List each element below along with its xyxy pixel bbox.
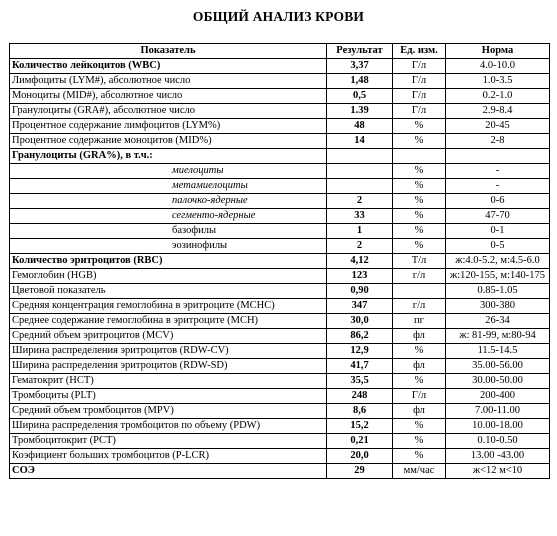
unit-cell: мм/час xyxy=(393,464,446,479)
table-row xyxy=(10,59,550,74)
result-cell xyxy=(327,164,393,179)
table-row xyxy=(10,419,550,434)
result-cell: 8,6 xyxy=(327,404,393,419)
result-cell: 33 xyxy=(327,209,393,224)
norm-cell: 20-45 xyxy=(446,119,550,134)
parameter-name-cell: эозинофилы xyxy=(10,239,327,254)
unit-cell: % xyxy=(393,239,446,254)
result-cell: 35,5 xyxy=(327,374,393,389)
unit-cell: % xyxy=(393,224,446,239)
norm-cell: 0-6 xyxy=(446,194,550,209)
table-row xyxy=(10,284,550,299)
table-row xyxy=(10,119,550,134)
table-row xyxy=(10,314,550,329)
unit-cell: % xyxy=(393,194,446,209)
table-row xyxy=(10,404,550,419)
document-title: ОБЩИЙ АНАЛИЗ КРОВИ xyxy=(192,9,365,24)
unit-cell: % xyxy=(393,434,446,449)
table-row xyxy=(10,194,550,209)
result-cell: 0,21 xyxy=(327,434,393,449)
unit-cell: Г/л xyxy=(393,59,446,74)
result-cell: 20,0 xyxy=(327,449,393,464)
result-cell xyxy=(327,179,393,194)
parameter-name-cell: Ширина распределения эритроцитов (RDW-CV) xyxy=(10,344,327,359)
parameter-name-cell: Количество лейкоцитов (WBC) xyxy=(10,59,327,74)
norm-cell: 47-70 xyxy=(446,209,550,224)
table-row xyxy=(10,344,550,359)
norm-cell: 300-380 xyxy=(446,299,550,314)
table-row xyxy=(10,269,550,284)
table-row xyxy=(10,224,550,239)
norm-cell: 35.00-56.00 xyxy=(446,359,550,374)
unit-cell xyxy=(393,284,446,299)
norm-cell: ж: 81-99, м:80-94 xyxy=(446,329,550,344)
table-row xyxy=(10,209,550,224)
norm-cell: 0.10-0.50 xyxy=(446,434,550,449)
parameter-name-cell: Средняя концентрация гемоглобина в эритроците (MCHC) xyxy=(10,299,327,314)
unit-cell: % xyxy=(393,209,446,224)
norm-cell: 11.5-14.5 xyxy=(446,344,550,359)
parameter-name-cell: Лимфоциты (LYM#), абсолютное число xyxy=(10,74,327,89)
header-norm: Норма xyxy=(446,44,550,59)
table-row xyxy=(10,434,550,449)
norm-cell: ж:120-155, м:140-175 xyxy=(446,269,550,284)
unit-cell: фл xyxy=(393,329,446,344)
result-cell: 41,7 xyxy=(327,359,393,374)
unit-cell: % xyxy=(393,134,446,149)
unit-cell: % xyxy=(393,449,446,464)
unit-cell: Г/л xyxy=(393,74,446,89)
table-row xyxy=(10,389,550,404)
result-cell: 1.39 xyxy=(327,104,393,119)
parameter-name-cell: Процентное содержание лимфоцитов (LYM%) xyxy=(10,119,327,134)
header-result: Результат xyxy=(327,44,393,59)
norm-cell: - xyxy=(446,179,550,194)
norm-cell: 2-8 xyxy=(446,134,550,149)
parameter-name-cell: Цветовой показатель xyxy=(10,284,327,299)
header-unit: Ед. изм. xyxy=(393,44,446,59)
parameter-name-cell: Моноциты (MID#), абсолютное число xyxy=(10,89,327,104)
result-cell xyxy=(327,149,393,164)
norm-cell: 30.00-50.00 xyxy=(446,374,550,389)
parameter-name-cell: СОЭ xyxy=(10,464,327,479)
unit-cell: % xyxy=(393,119,446,134)
parameter-name-cell: сегменто-ядерные xyxy=(10,209,327,224)
unit-cell xyxy=(393,149,446,164)
unit-cell: фл xyxy=(393,404,446,419)
result-cell: 48 xyxy=(327,119,393,134)
parameter-name-cell: Коэфициент больших тромбоцитов (P-LCR) xyxy=(10,449,327,464)
table-row xyxy=(10,134,550,149)
norm-cell: 4.0-10.0 xyxy=(446,59,550,74)
table-row xyxy=(10,329,550,344)
parameter-name-cell: Тромбоциты (PLT) xyxy=(10,389,327,404)
unit-cell: г/л xyxy=(393,299,446,314)
result-cell: 123 xyxy=(327,269,393,284)
parameter-name-cell: Количество эритроцитов (RBC) xyxy=(10,254,327,269)
unit-cell: Т/л xyxy=(393,254,446,269)
table-header-row xyxy=(10,44,550,59)
parameter-name-cell: палочко-ядерные xyxy=(10,194,327,209)
norm-cell: 26-34 xyxy=(446,314,550,329)
parameter-name-cell: метамиелоциты xyxy=(10,179,327,194)
table-row xyxy=(10,149,550,164)
norm-cell: 2.9-8.4 xyxy=(446,104,550,119)
norm-cell: ж<12 м<10 xyxy=(446,464,550,479)
parameter-name-cell: Среднее содержание гемоглобина в эритроците (MCH) xyxy=(10,314,327,329)
norm-cell: 200-400 xyxy=(446,389,550,404)
table-body xyxy=(10,59,550,479)
result-cell: 0,5 xyxy=(327,89,393,104)
result-cell: 12,9 xyxy=(327,344,393,359)
result-cell: 1,48 xyxy=(327,74,393,89)
unit-cell: г/л xyxy=(393,269,446,284)
result-cell: 2 xyxy=(327,239,393,254)
parameter-name-cell: Процентное содержание моноцитов (MID%) xyxy=(10,134,327,149)
table-row xyxy=(10,374,550,389)
norm-cell: 0.85-1.05 xyxy=(446,284,550,299)
norm-cell: 0.2-1.0 xyxy=(446,89,550,104)
unit-cell: % xyxy=(393,344,446,359)
norm-cell: 1.0-3.5 xyxy=(446,74,550,89)
parameter-name-cell: Тромбоцитокрит (PCT) xyxy=(10,434,327,449)
parameter-name-cell: миелоциты xyxy=(10,164,327,179)
unit-cell: % xyxy=(393,419,446,434)
norm-cell: 0-1 xyxy=(446,224,550,239)
norm-cell: 10.00-18.00 xyxy=(446,419,550,434)
result-cell: 1 xyxy=(327,224,393,239)
unit-cell: % xyxy=(393,374,446,389)
blood-test-table xyxy=(9,43,550,479)
parameter-name-cell: Средний объем тромбоцитов (MPV) xyxy=(10,404,327,419)
unit-cell: Г/л xyxy=(393,104,446,119)
norm-cell: 13.00 -43.00 xyxy=(446,449,550,464)
parameter-name-cell: Гематокрит (HCT) xyxy=(10,374,327,389)
result-cell: 0,90 xyxy=(327,284,393,299)
parameter-name-cell: базофилы xyxy=(10,224,327,239)
result-cell: 248 xyxy=(327,389,393,404)
table-row xyxy=(10,449,550,464)
parameter-name-cell: Гранулоциты (GRA#), абсолютное число xyxy=(10,104,327,119)
table-row xyxy=(10,359,550,374)
table-row xyxy=(10,299,550,314)
norm-cell: 0-5 xyxy=(446,239,550,254)
result-cell: 347 xyxy=(327,299,393,314)
result-cell: 29 xyxy=(327,464,393,479)
parameter-name-cell: Средний объем эритроцитов (MCV) xyxy=(10,329,327,344)
parameter-name-cell: Гранулоциты (GRA%), в т.ч.: xyxy=(10,149,327,164)
result-cell: 2 xyxy=(327,194,393,209)
table-row xyxy=(10,104,550,119)
unit-cell: % xyxy=(393,179,446,194)
table-row xyxy=(10,89,550,104)
result-cell: 14 xyxy=(327,134,393,149)
norm-cell xyxy=(446,149,550,164)
table-row xyxy=(10,239,550,254)
table-row xyxy=(10,179,550,194)
unit-cell: Г/л xyxy=(393,389,446,404)
table-row xyxy=(10,254,550,269)
unit-cell: фл xyxy=(393,359,446,374)
parameter-name-cell: Ширина распределения эритроцитов (RDW-SD) xyxy=(10,359,327,374)
norm-cell: - xyxy=(446,164,550,179)
result-cell: 15,2 xyxy=(327,419,393,434)
table-row xyxy=(10,464,550,479)
parameter-name-cell: Ширина распределения тромбоцитов по объему (PDW) xyxy=(10,419,327,434)
norm-cell: 7.00-11.00 xyxy=(446,404,550,419)
result-cell: 86,2 xyxy=(327,329,393,344)
header-parameter: Показатель xyxy=(10,44,327,59)
unit-cell: % xyxy=(393,164,446,179)
unit-cell: Г/л xyxy=(393,89,446,104)
parameter-name-cell: Гемоглобин (HGB) xyxy=(10,269,327,284)
result-cell: 3,37 xyxy=(327,59,393,74)
result-cell: 4,12 xyxy=(327,254,393,269)
unit-cell: пг xyxy=(393,314,446,329)
table-row xyxy=(10,164,550,179)
table-row xyxy=(10,74,550,89)
result-cell: 30,0 xyxy=(327,314,393,329)
norm-cell: ж:4.0-5.2, м:4.5-6.0 xyxy=(446,254,550,269)
